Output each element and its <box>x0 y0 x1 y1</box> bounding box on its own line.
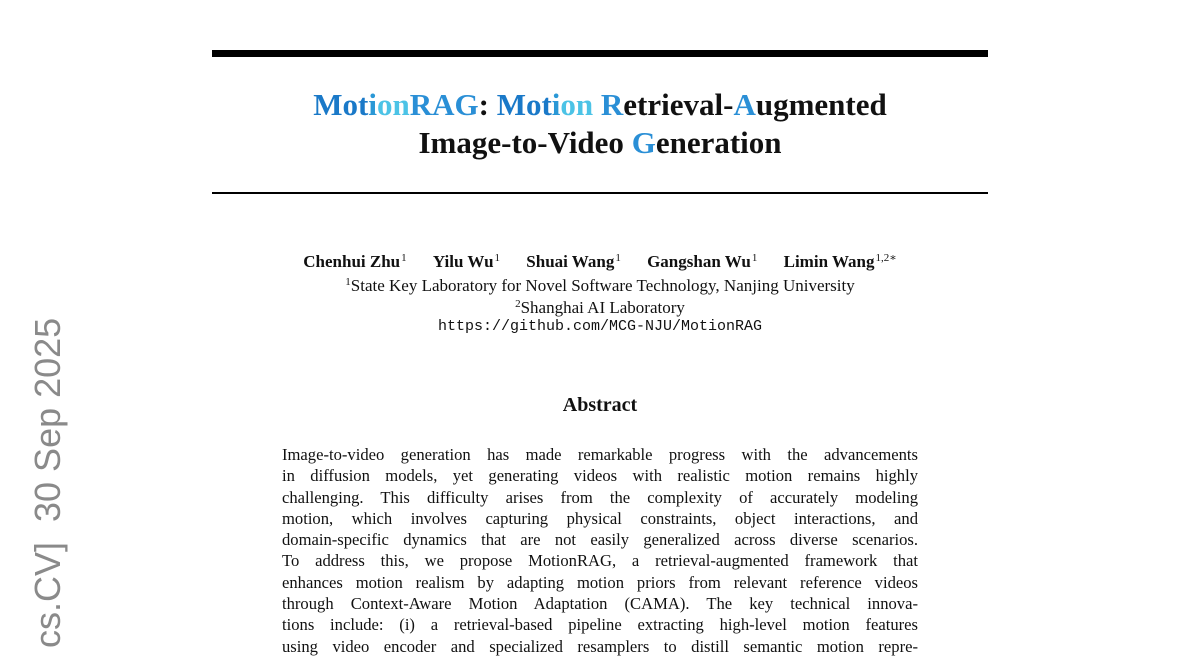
author-affiliation-mark: 1 <box>401 252 407 264</box>
title-segment: G <box>631 125 656 160</box>
title-line-2 <box>212 124 988 162</box>
abstract-line: through Context-Aware Motion Adaptation (CAMA). The key technical innova- <box>282 594 918 614</box>
abstract-line: tions include: (i) a retrieval-based pipeline extracting high-level motion features <box>282 615 918 635</box>
title-segment: i <box>368 87 377 122</box>
title-segment: i <box>551 87 561 122</box>
abstract-heading: Abstract <box>562 394 638 416</box>
affiliation-mark: 2 <box>515 298 521 310</box>
abstract-line: domain-specific dynamics that are not easily generalized across diverse scenarios. <box>282 530 918 550</box>
author-affiliation-mark: 1 <box>751 252 758 264</box>
abstract-line: challenging. This difficulty arises from the complexity of accurately modeling <box>282 487 918 507</box>
title-segment: : <box>478 87 497 122</box>
affiliation <box>212 294 988 318</box>
author-affiliation-mark: 1,2∗ <box>875 252 897 264</box>
arxiv-side-stamp: cs.CV] 30 Sep 2025 <box>27 317 68 648</box>
title-segment: eneration <box>655 125 782 160</box>
title-line-1 <box>212 86 988 124</box>
project-url[interactable]: https://github.com/MCG-NJU/MotionRAG <box>437 318 763 335</box>
title-segment: Image-to-Video <box>418 125 632 160</box>
author-name: Yilu Wu <box>432 252 494 271</box>
title-segment: R <box>600 87 624 122</box>
author-name: Shuai Wang <box>526 252 615 271</box>
title-segment: RAG <box>409 87 479 122</box>
affiliation-text: Shanghai AI Laboratory <box>520 298 685 317</box>
author-name: Gangshan Wu <box>647 252 751 271</box>
author <box>303 248 406 272</box>
abstract-body <box>282 444 918 657</box>
title-segment <box>593 87 601 122</box>
abstract-line: To address this, we propose MotionRAG, a retrieval-augmented framework that <box>282 551 918 571</box>
title-segment: Mot <box>496 87 552 122</box>
title-segment: on <box>376 87 410 122</box>
abstract-line: in diffusion models, yet generating videos with realistic motion remains highly <box>282 466 918 486</box>
author-affiliation-mark: 1 <box>494 252 501 264</box>
title-top-rule <box>212 50 988 57</box>
affiliation-mark: 1 <box>345 276 351 288</box>
author-name: Chenhui Zhu <box>303 252 401 271</box>
title-segment: etrieval- <box>623 87 734 122</box>
affiliation-text: State Key Laboratory for Novel Software Technology, Nanjing University <box>350 276 855 295</box>
abstract-line: enhances motion realism by adapting motion priors from relevant reference videos <box>282 572 918 592</box>
title-segment: ugmented <box>755 87 887 122</box>
abstract-line: using video encoder and specialized resamplers to distill semantic motion repre- <box>282 636 918 656</box>
title-bottom-rule <box>212 192 988 194</box>
author-affiliation-mark: 1 <box>615 252 621 264</box>
author <box>526 248 621 272</box>
paper-title <box>212 86 988 162</box>
title-segment: A <box>733 87 756 122</box>
author <box>647 248 757 272</box>
title-segment: Mot <box>313 87 369 122</box>
author-list <box>212 248 988 272</box>
abstract-line: motion, which involves capturing physical constraints, object interactions, and <box>282 508 918 528</box>
author-name: Limin Wang <box>783 252 875 271</box>
author <box>784 248 897 272</box>
affiliation <box>212 272 988 296</box>
author <box>433 248 500 272</box>
abstract-line: Image-to-video generation has made remarkable progress with the advancements <box>282 445 918 464</box>
title-segment: on <box>560 87 594 122</box>
